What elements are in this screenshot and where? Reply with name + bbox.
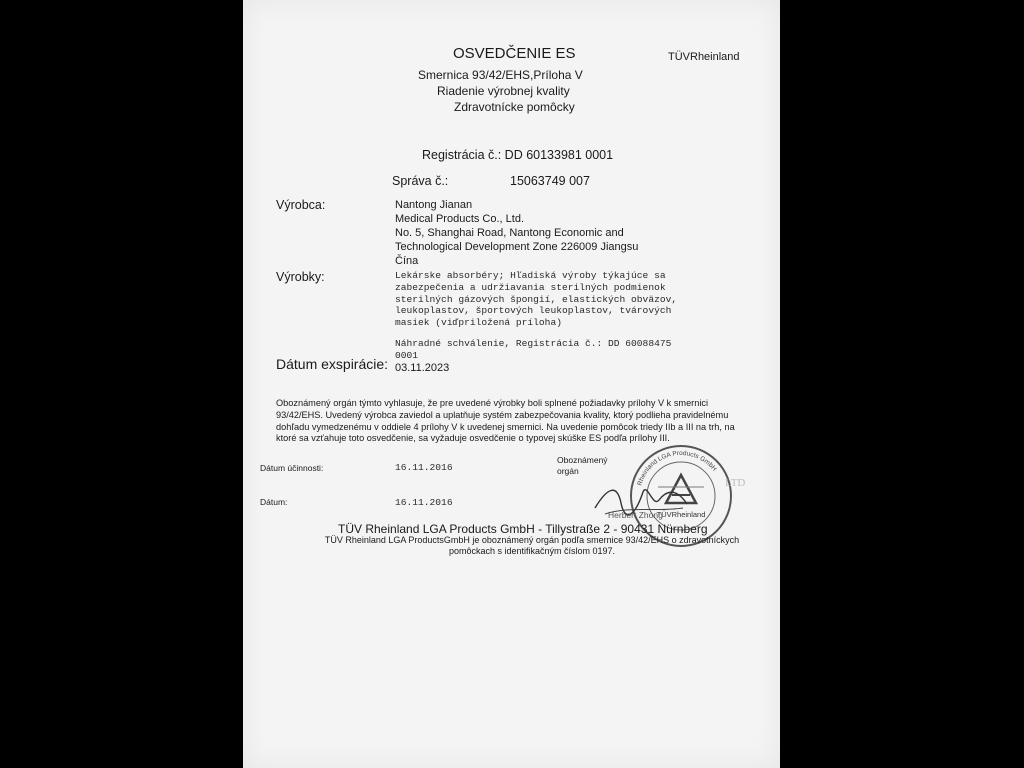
footer-note: TÜV Rheinland LGA ProductsGmbH je oboznámený orgán podľa smernice 93/42/EHS o zdravotníckych pomôckach s identifikačným číslom 0197. bbox=[324, 535, 740, 556]
declaration-text bbox=[276, 398, 735, 445]
declaration-line: 93/42/EHS. Uvedený výrobca zaviedol a uplatňuje systém zabezpečovania kvality, ktorý podlieha pravidelnému bbox=[276, 409, 729, 420]
manufacturer-line: Medical Products Co., Ltd. bbox=[395, 213, 525, 225]
products-line: zabezpečenia a udržiavania sterilných podmienok bbox=[395, 281, 666, 293]
declaration-line: dohľadu vymedzenému v oddiele 4 prílohy V k uvedenej smernici. Na uvedenie pomôcok triedy IIb a III na trh, na bbox=[276, 421, 735, 432]
expiry-label: Dátum exspirácie: bbox=[276, 356, 389, 372]
subtitle-line-2: Riadenie výrobnej kvality bbox=[437, 84, 570, 98]
subtitle-line-1: Smernica 93/42/EHS,Príloha V bbox=[418, 68, 583, 82]
report-value: 15063749 007 bbox=[510, 174, 590, 188]
date-value: 16.11.2016 bbox=[395, 497, 453, 508]
replacement-approval bbox=[395, 338, 671, 362]
products-line: leukoplastov, športových leukoplastov, tvárových bbox=[395, 305, 672, 317]
notified-body-line: Oboznámený bbox=[557, 455, 608, 465]
ltd-stamp-fragment: LTD bbox=[725, 477, 746, 489]
stamp-text: TÜVRheinland bbox=[656, 510, 706, 519]
products-label: Výrobky: bbox=[276, 270, 325, 284]
replacement-line: Náhradné schválenie, Registrácia č.: DD 60088475 bbox=[395, 338, 672, 349]
registration-number: Registrácia č.: DD 60133981 0001 bbox=[422, 148, 614, 162]
date-label: Dátum: bbox=[260, 497, 288, 507]
certificate-page bbox=[243, 0, 780, 768]
manufacturer-line: Čína bbox=[395, 255, 419, 267]
products-line: Lekárske absorbéry; Hľadiská výroby týkajúce sa bbox=[395, 270, 666, 281]
manufacturer-address bbox=[395, 198, 655, 268]
subtitle-line-3: Zdravotnícke pomôcky bbox=[454, 100, 575, 114]
footer-address: TÜV Rheinland LGA Products GmbH - Tillystraße 2 - 90431 Nürnberg bbox=[338, 522, 708, 536]
manufacturer-label: Výrobca: bbox=[276, 198, 326, 212]
stamp-ring-text: Rheinland LGA Products GmbH bbox=[636, 449, 718, 487]
notified-body-line: orgán bbox=[557, 466, 579, 476]
products-description bbox=[395, 270, 677, 329]
products-line: masiek (viďpriložená príloha) bbox=[395, 317, 562, 329]
manufacturer-line: No. 5, Shanghai Road, Nantong Economic and bbox=[395, 227, 624, 239]
replacement-line: 0001 bbox=[395, 349, 419, 361]
effective-date-value: 16.11.2016 bbox=[395, 462, 453, 473]
declaration-line: ktoré sa vzťahuje toto osvedčenie, sa vyžaduje osvedčenie o typovej skúške ES podľa prílohy III. bbox=[276, 433, 670, 444]
report-label: Správa č.: bbox=[392, 174, 449, 188]
manufacturer-line: Nantong Jianan bbox=[395, 199, 473, 211]
expiry-value: 03.11.2023 bbox=[395, 362, 450, 374]
notified-body-label bbox=[557, 455, 608, 477]
manufacturer-line: Technological Development Zone 226009 Jiangsu bbox=[395, 241, 639, 253]
document-title: OSVEDČENIE ES bbox=[453, 45, 576, 62]
effective-date-label: Dátum účinnosti: bbox=[260, 463, 324, 473]
declaration-line: Oboznámený orgán týmto vyhlasuje, že pre uvedené výrobky boli splnené požiadavky prílohy V k smernici bbox=[276, 398, 709, 408]
issuer-brand: TÜVRheinland bbox=[668, 51, 740, 63]
products-line: sterilných gázových špongií, elastických obväzov, bbox=[395, 293, 678, 305]
signatory-name: Herbert Zhong bbox=[608, 510, 663, 520]
